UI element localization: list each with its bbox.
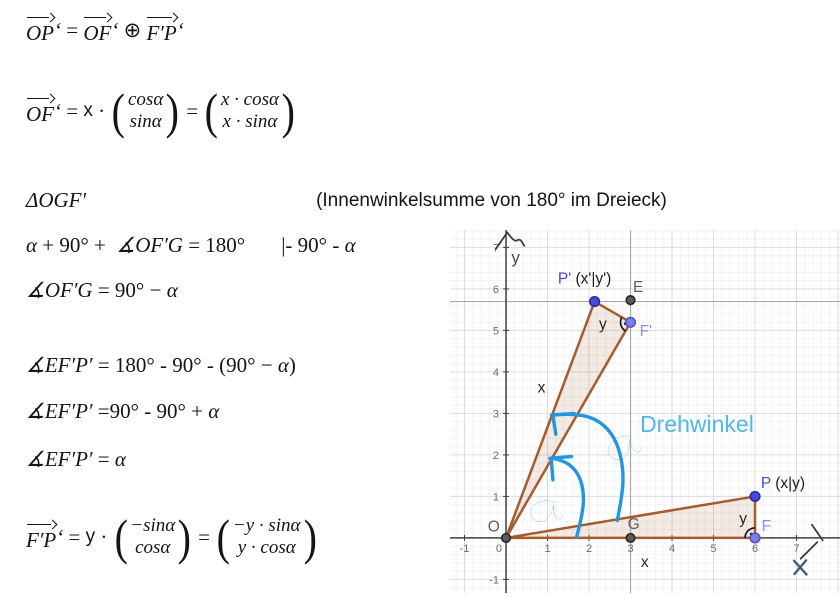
vector-row: sinα	[129, 111, 162, 132]
text-part: x	[537, 379, 546, 397]
y-tick-label: 4	[492, 366, 500, 379]
angle-ofg-result	[26, 278, 178, 303]
formula-text: ΔOGF′	[26, 188, 87, 212]
point-E	[626, 296, 635, 305]
formula-text: = 90° −	[92, 278, 167, 302]
formula-text: x	[83, 100, 93, 121]
text-part: P	[760, 475, 771, 493]
vector-rows	[127, 89, 164, 134]
point-P[interactable]	[750, 492, 760, 502]
formula-text: =	[92, 447, 115, 471]
text-part: O	[487, 518, 500, 536]
formula-text: ‘	[176, 17, 184, 42]
formula-text: y	[85, 526, 96, 547]
x-tick-label: 2	[585, 542, 593, 555]
text-part: y	[598, 315, 607, 333]
y-tick-label: 7	[492, 242, 500, 255]
formula-text: ‘	[54, 17, 61, 42]
label-P	[761, 475, 805, 492]
open-paren: (	[204, 83, 219, 139]
column-vector	[113, 509, 193, 565]
label-G	[628, 516, 640, 533]
label-E	[633, 279, 643, 296]
vector-rows	[220, 89, 280, 134]
formula-text: =	[180, 98, 204, 123]
label-y-segment-upper	[599, 316, 607, 333]
rotation-diagram-canvas[interactable]	[450, 230, 840, 593]
y-tick-label: 2	[492, 449, 500, 462]
formula-text: (Innenwinkelsumme von 180° im Dreieck)	[316, 189, 667, 211]
text-part: (x'|y')	[571, 270, 612, 288]
triangle-OPF-rotated	[506, 302, 631, 538]
close-paren: )	[303, 509, 317, 565]
x-tick-label: -1	[459, 542, 470, 555]
y-tick-label: 1	[492, 491, 500, 504]
angle-efp-result	[26, 447, 126, 472]
column-vector	[215, 509, 318, 565]
column-vector	[110, 83, 181, 139]
formula-text: ∡OF′G	[26, 278, 93, 302]
formula-text: α	[114, 447, 126, 471]
axis-label-y	[511, 248, 520, 267]
text-part: G	[627, 515, 640, 533]
vector-symbol: OF	[83, 21, 112, 45]
text-part: Drehwinkel	[640, 411, 754, 438]
vector-symbol: OP	[26, 21, 54, 45]
vector-row: x · cosα	[220, 88, 279, 110]
text-part: y	[739, 510, 748, 528]
formula-text: ∡EF′P′	[26, 399, 93, 423]
formula-text: ·	[95, 524, 113, 549]
point-F-prime[interactable]	[626, 317, 636, 327]
vector-rows	[129, 515, 176, 560]
vector-rows	[232, 515, 302, 560]
spacer	[86, 200, 316, 201]
vector-row: −y · sinα	[232, 514, 301, 536]
vector-row: x · sinα	[222, 111, 278, 132]
label-x-segment-upper	[538, 380, 546, 397]
alpha-annotation-lower	[530, 498, 564, 522]
x-tick-label: 5	[710, 542, 717, 555]
formula-text: =	[192, 524, 216, 549]
open-paren: (	[114, 509, 128, 565]
formula-text: α	[166, 278, 178, 302]
formula-text: ∡EF′P′	[26, 353, 93, 377]
y-tick-label: -1	[489, 574, 500, 587]
formula-text: ‘	[56, 524, 64, 549]
formula-text: α	[26, 233, 38, 257]
column-vector	[203, 83, 296, 139]
x-tick-label: 6	[751, 542, 759, 555]
label-F-prime	[640, 323, 652, 340]
x-tick-label: 7	[793, 542, 800, 555]
formula-text: = 180° - 90° - (90° −	[92, 353, 278, 377]
formula-text: α	[208, 399, 220, 423]
triangle-statement	[26, 188, 667, 213]
formula-text: |- 90° -	[281, 233, 345, 257]
formula-text: =90° - 90° +	[92, 399, 209, 423]
vector-symbol: F′P	[26, 528, 57, 552]
formula-text: ∡OF′G	[116, 233, 183, 257]
formula-text: α	[277, 353, 289, 377]
point-O	[502, 534, 511, 543]
vector-symbol: OF	[26, 102, 54, 126]
vector-row: cosα	[128, 88, 164, 110]
text-part: P'	[557, 270, 572, 288]
label-y-segment-lower	[739, 510, 747, 527]
close-paren: )	[165, 83, 180, 139]
fp-vector-equation	[26, 509, 318, 565]
rotation-diagram[interactable]	[450, 230, 840, 593]
spacer	[245, 245, 281, 246]
open-paren: (	[112, 83, 126, 139]
hand-axis-arrowhead	[801, 542, 818, 559]
y-tick-label: 3	[492, 408, 500, 421]
formula-text: )	[288, 353, 296, 377]
formula-text: ‘	[111, 17, 119, 42]
x-tick-label: 1	[544, 542, 551, 555]
open-paren: (	[216, 509, 231, 565]
text-part: F	[761, 517, 772, 535]
text-part: x	[640, 553, 649, 571]
x-tick-label: 4	[668, 542, 676, 555]
point-F[interactable]	[750, 533, 760, 543]
point-G	[626, 534, 635, 543]
text-part: F'	[639, 322, 653, 340]
formula-text: ‘	[54, 98, 61, 123]
vector-row: −sinα	[130, 514, 176, 536]
y-tick-label: 5	[492, 325, 500, 338]
formula-text: ·	[92, 98, 111, 123]
point-P-prime[interactable]	[590, 297, 600, 307]
text-part: y	[511, 247, 520, 267]
of-vector-equation	[26, 83, 297, 139]
close-paren: )	[281, 83, 295, 139]
formula-text: ⊕	[118, 17, 147, 42]
vector-sum-equation	[26, 14, 184, 46]
formula-text: =	[63, 524, 86, 549]
formula-text: =	[61, 98, 84, 123]
formula-text: + 90° +	[37, 233, 117, 257]
label-F	[762, 518, 771, 535]
formula-text: =	[61, 17, 84, 42]
angle-efp-step2	[26, 399, 219, 424]
vector-symbol: F′P	[146, 21, 177, 45]
formula-text: α	[344, 233, 356, 257]
label-P-prime	[558, 271, 611, 288]
formula-text: = 180°	[182, 233, 246, 257]
vector-row: cosα	[135, 537, 171, 558]
x-tick-label: 0	[495, 542, 503, 555]
angle-efp-step1	[26, 353, 296, 378]
vector-row: y · cosα	[237, 537, 296, 558]
formula-text: ∡EF′P′	[26, 447, 93, 471]
label-O	[488, 519, 500, 536]
text-part: E	[633, 278, 644, 296]
x-tick-label: 3	[627, 542, 634, 555]
angle-sum-equation	[26, 233, 356, 258]
text-drehwinkel	[640, 411, 754, 437]
close-paren: )	[177, 509, 192, 565]
text-part: (x|y)	[770, 475, 806, 493]
label-x-segment-lower	[641, 554, 649, 571]
y-tick-label: 6	[492, 283, 500, 296]
